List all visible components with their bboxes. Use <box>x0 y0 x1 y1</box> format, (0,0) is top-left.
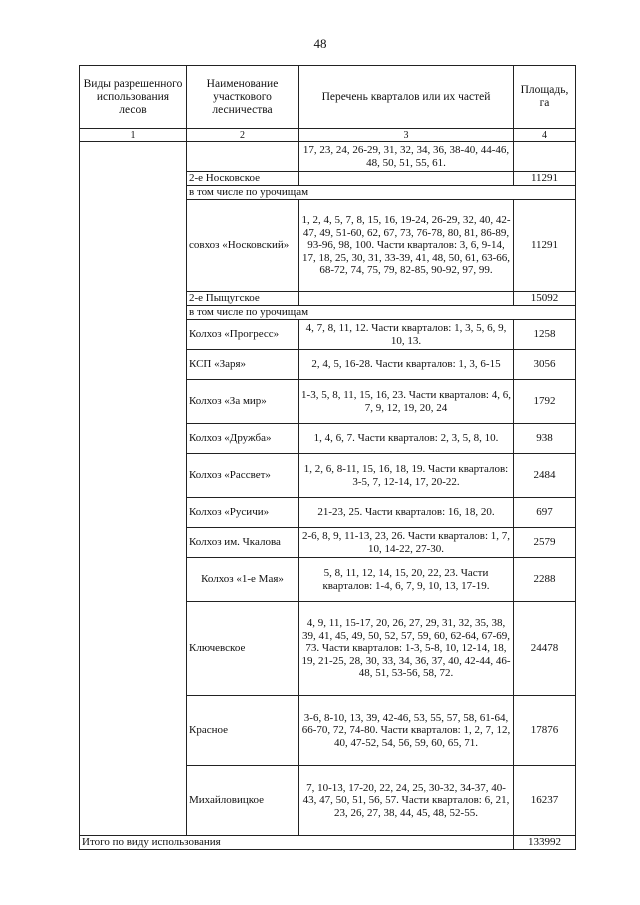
forest-quarters-table <box>79 65 576 850</box>
area-cell: 16237 <box>514 766 576 836</box>
area-cell: 15092 <box>514 292 576 306</box>
header-usage-type: Виды разрешенного использования лесов <box>80 66 187 129</box>
area-cell <box>514 142 576 172</box>
column-number: 2 <box>187 129 299 142</box>
subsection-label: в том числе по урочищам <box>187 306 576 320</box>
forestry-name-cell: Колхоз «Дружба» <box>187 424 299 454</box>
area-cell: 2288 <box>514 558 576 602</box>
forestry-name-cell: Колхоз «Рассвет» <box>187 454 299 498</box>
total-area: 133992 <box>514 836 576 850</box>
total-row <box>80 836 576 850</box>
quarters-cell: 21-23, 25. Части кварталов: 16, 18, 20. <box>299 498 514 528</box>
forestry-name-cell <box>187 142 299 172</box>
quarters-cell: 2, 4, 5, 16-28. Части кварталов: 1, 3, 6-15 <box>299 350 514 380</box>
forestry-name-cell: КСП «Заря» <box>187 350 299 380</box>
area-cell: 3056 <box>514 350 576 380</box>
forestry-name-cell: Колхоз им. Чкалова <box>187 528 299 558</box>
column-number: 3 <box>299 129 514 142</box>
quarters-cell: 3-6, 8-10, 13, 39, 42-46, 53, 55, 57, 58, 61-64, 66-70, 72, 74-80. Части кварталов: 1, 2, 7, 12, 40, 47-52, 54, 56, 59, 60, 65, 71. <box>299 696 514 766</box>
forestry-name-cell: Колхоз «За мир» <box>187 380 299 424</box>
page-number: 48 <box>313 36 327 51</box>
quarters-cell: 7, 10-13, 17-20, 22, 24, 25, 30-32, 34-37, 40-43, 47, 50, 51, 56, 57. Части кварталов: 6, 21, 23, 26, 27, 38, 44, 45, 48, 52-55. <box>299 766 514 836</box>
quarters-cell: 1, 2, 4, 5, 7, 8, 15, 16, 19-24, 26-29, 32, 40, 42-47, 49, 51-60, 62, 67, 73, 76-78, 80, 81, 86-89, 93-96, 98, 100. Части кварталов: 3, 6, 9-14, 17, 18, 25, 30, 31, 33-39, 41, 48, 50, 61, 63-66, 68-72, 74, 75, 79, 82-85, 90-92, 97, 99. <box>299 200 514 292</box>
header-forestry-name: Наименование участкового лесничества <box>187 66 299 129</box>
quarters-cell: 2-6, 8, 9, 11-13, 23, 26. Части кварталов: 1, 7, 10, 14-22, 27-30. <box>299 528 514 558</box>
column-number-row <box>80 129 576 142</box>
area-cell: 17876 <box>514 696 576 766</box>
forestry-name-cell: 2-е Носковское <box>187 172 299 186</box>
header-quarters-list: Перечень кварталов или их частей <box>299 66 514 129</box>
subsection-label: в том числе по урочищам <box>187 186 576 200</box>
forestry-name-cell: Колхоз «Прогресс» <box>187 320 299 350</box>
area-cell: 2484 <box>514 454 576 498</box>
usage-type-cell <box>80 142 187 836</box>
quarters-cell <box>299 172 514 186</box>
table-row <box>80 142 576 172</box>
quarters-cell: 1, 4, 6, 7. Части кварталов: 2, 3, 5, 8, 10. <box>299 424 514 454</box>
column-number: 4 <box>514 129 576 142</box>
header-area: Площадь, га <box>514 66 576 129</box>
forestry-name-cell: Красное <box>187 696 299 766</box>
area-cell: 1792 <box>514 380 576 424</box>
area-cell: 1258 <box>514 320 576 350</box>
quarters-cell <box>299 292 514 306</box>
forestry-name-cell: Колхоз «1-е Мая» <box>187 558 299 602</box>
quarters-cell: 4, 9, 11, 15-17, 20, 26, 27, 29, 31, 32, 35, 38, 39, 41, 45, 49, 50, 52, 57, 59, 60, 62-64, 67-69, 73. Части кварталов: 1-3, 5-8, 10, 12-14, 18, 19, 21-25, 28, 30, 33, 34, 36, 37, 40, 42-44, 46-48, 51, 53-56, 58, 72. <box>299 602 514 696</box>
area-cell: 11291 <box>514 200 576 292</box>
area-cell: 11291 <box>514 172 576 186</box>
quarters-cell: 4, 7, 8, 11, 12. Части кварталов: 1, 3, 5, 6, 9, 10, 13. <box>299 320 514 350</box>
table-header-row <box>80 66 576 129</box>
area-cell: 697 <box>514 498 576 528</box>
quarters-cell: 17, 23, 24, 26-29, 31, 32, 34, 36, 38-40, 44-46, 48, 50, 51, 55, 61. <box>299 142 514 172</box>
total-label: Итого по виду использования <box>80 836 514 850</box>
area-cell: 938 <box>514 424 576 454</box>
quarters-cell: 1, 2, 6, 8-11, 15, 16, 18, 19. Части кварталов: 3-5, 7, 12-14, 17, 20-22. <box>299 454 514 498</box>
forestry-name-cell: Ключевское <box>187 602 299 696</box>
forestry-name-cell: Колхоз «Русичи» <box>187 498 299 528</box>
forestry-name-cell: Михайловицкое <box>187 766 299 836</box>
quarters-cell: 5, 8, 11, 12, 14, 15, 20, 22, 23. Части кварталов: 1-4, 6, 7, 9, 10, 13, 17-19. <box>299 558 514 602</box>
forestry-name-cell: 2-е Пыщугское <box>187 292 299 306</box>
forestry-name-cell: совхоз «Носковский» <box>187 200 299 292</box>
area-cell: 24478 <box>514 602 576 696</box>
area-cell: 2579 <box>514 528 576 558</box>
quarters-cell: 1-3, 5, 8, 11, 15, 16, 23. Части кварталов: 4, 6, 7, 9, 12, 19, 20, 24 <box>299 380 514 424</box>
column-number: 1 <box>80 129 187 142</box>
